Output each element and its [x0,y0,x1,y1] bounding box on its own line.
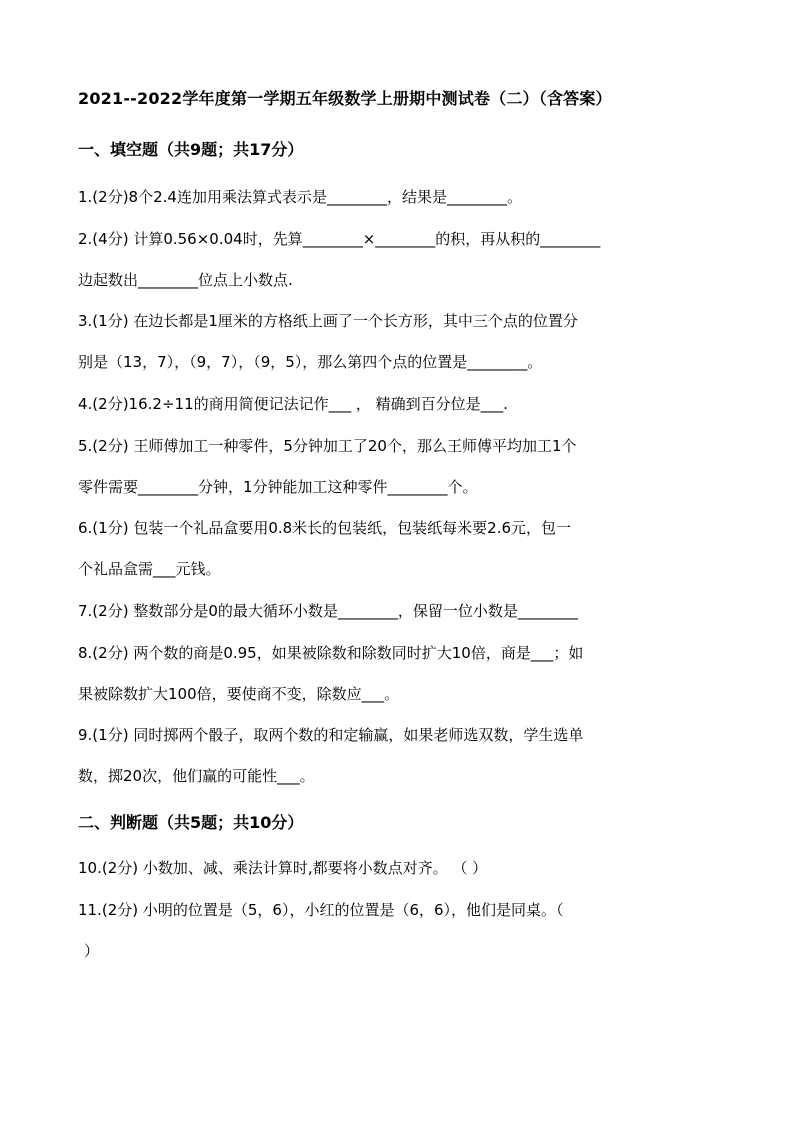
document-title: 2021--2022学年度第一学期五年级数学上册期中测试卷（二）（含答案） [78,89,612,108]
question-10 [78,848,720,889]
section-heading-true-false: 二、判断题（共5题；共10分） [78,813,304,832]
question-text-line: 个礼品盒需___元钱。 [78,560,221,578]
question-text-line: 果被除数扩大100倍，要使商不变，除数应___。 [78,685,400,703]
question-text-line: 数，掷20次，他们赢的可能性___。 [78,767,315,785]
question-1 [78,177,720,218]
question-text-line: 2.(4分) 计算0.56×0.04时，先算________×________的积，再从积的________ [78,230,601,248]
question-text-line: 8.(2分) 两个数的商是0.95，如果被除数和除数同时扩大10倍，商是___；如 [78,644,584,662]
question-8 [78,633,720,715]
question-text-line: 10.(2分) 小数加、减、乘法计算时,都要将小数点对齐。 （ ） [78,859,488,877]
question-text-line: 7.(2分) 整数部分是0的最大循环小数是________，保留一位小数是________ [78,602,578,620]
question-2 [78,219,720,301]
question-11 [78,890,720,972]
question-4 [78,384,720,425]
question-text-line: 零件需要________分钟，1分钟能加工这种零件________个。 [78,478,478,496]
question-text-line: 11.(2分) 小明的位置是（5，6），小红的位置是（6，6），他们是同桌。（ [78,901,564,919]
section-heading-fill-in-blank: 一、填空题（共9题；共17分） [78,140,304,159]
question-text-line: 9.(1分) 同时掷两个骰子，取两个数的和定输赢，如果老师选双数，学生选单 [78,726,584,744]
question-text-line: ） [84,942,100,960]
question-7 [78,591,720,632]
question-9 [78,715,720,797]
question-text-line: 别是（13，7），（9，7），（9，5），那么第四个点的位置是________。 [78,353,543,371]
question-text-line: 4.(2分)16.2÷11的商用简便记法记作___ ， 精确到百分位是___. [78,395,508,413]
question-text-line: 6.(1分) 包装一个礼品盒要用0.8米长的包装纸，包装纸每米要2.6元，包一 [78,519,572,537]
question-text-line: 边起数出________位点上小数点. [78,271,293,289]
question-text-line: 3.(1分) 在边长都是1厘米的方格纸上画了一个长方形，其中三个点的位置分 [78,312,578,330]
question-5 [78,426,720,508]
question-text-line: 5.(2分) 王师傅加工一种零件，5分钟加工了20个，那么王师傅平均加工1个 [78,437,577,455]
question-3 [78,301,720,383]
question-6 [78,508,720,590]
question-text-line: 1.(2分)8个2.4连加用乘法算式表示是________，结果是________。 [78,188,522,206]
